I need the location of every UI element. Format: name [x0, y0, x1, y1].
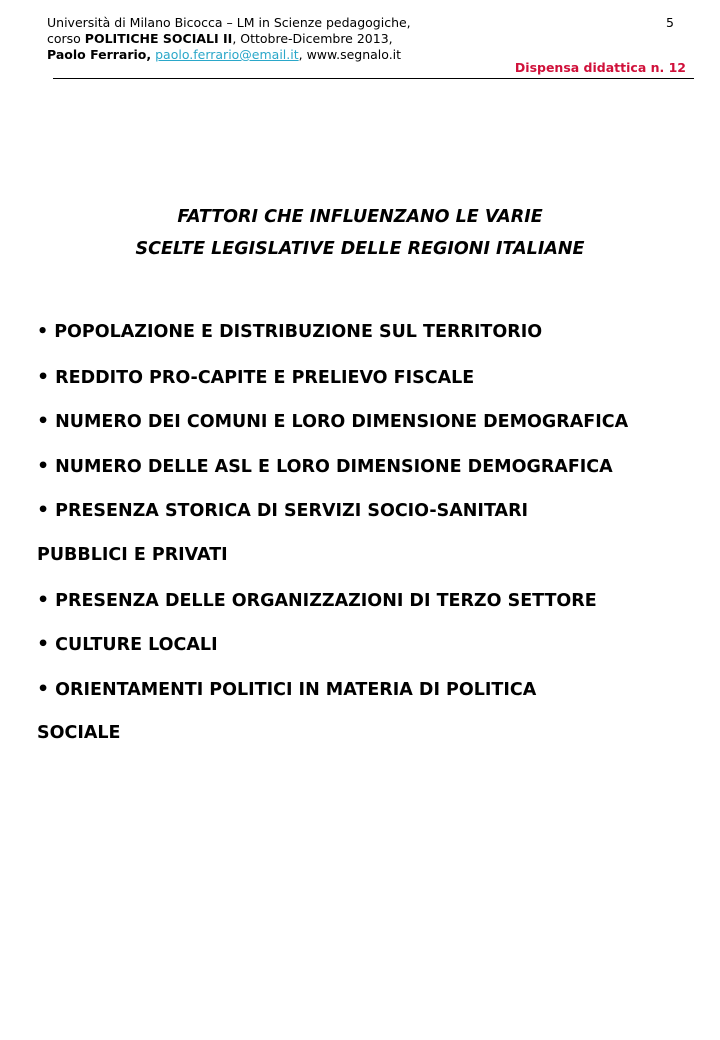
list-item [37, 409, 707, 454]
list-item-text: REDDITO PRO-CAPITE E PRELIEVO FISCALE [55, 367, 475, 388]
list-item-continuation [37, 721, 707, 766]
page-number: 5 [666, 15, 674, 30]
header-course-name: POLITICHE SOCIALI II [84, 31, 233, 46]
bullet-icon: • [37, 410, 50, 433]
header-website: , www.segnalo.it [298, 47, 402, 62]
header-course-suffix: , Ottobre-Dicembre 2013, [232, 31, 393, 46]
header-course-prefix: corso [47, 31, 85, 46]
bullet-icon: • [37, 588, 50, 611]
list-item [37, 498, 707, 543]
header-email-link[interactable]: paolo.ferrario@email.it [155, 47, 299, 62]
list-item-text: PRESENZA DELLE ORGANIZZAZIONI DI TERZO SETTORE [55, 590, 597, 611]
list-item [37, 588, 707, 633]
header-university-line: Università di Milano Bicocca – LM in Scienze pedagogiche, [47, 15, 411, 30]
header-author-line [47, 47, 447, 63]
list-item [37, 365, 707, 410]
list-item-text: ORIENTAMENTI POLITICI IN MATERIA DI POLITICA [55, 679, 537, 700]
list-item-text: SOCIALE [37, 723, 121, 744]
header-course-line [47, 31, 447, 47]
bullet-icon: • [37, 633, 50, 656]
bullet-icon: • [37, 499, 50, 522]
list-item [37, 454, 707, 499]
page-title [0, 201, 720, 265]
bullet-icon: • [37, 677, 50, 700]
title-line-2: SCELTE LEGISLATIVE DELLE REGIONI ITALIANE [135, 239, 585, 259]
list-item [37, 320, 707, 365]
title-line-1: FATTORI CHE INFLUENZANO LE VARIE [177, 207, 543, 227]
page-header [47, 15, 447, 63]
list-item-text: POPOLAZIONE E DISTRIBUZIONE SUL TERRITORIO [54, 322, 543, 342]
bullet-icon: • [37, 365, 50, 388]
bullet-icon: • [37, 322, 49, 342]
list-item-text: NUMERO DELLE ASL E LORO DIMENSIONE DEMOGRAFICA [55, 456, 613, 477]
list-item-text: NUMERO DEI COMUNI E LORO DIMENSIONE DEMOGRAFICA [55, 412, 629, 433]
list-item [37, 677, 707, 722]
bullet-icon: • [37, 454, 50, 477]
list-item [37, 632, 707, 677]
list-item-text: PRESENZA STORICA DI SERVIZI SOCIO-SANITARI [55, 501, 529, 522]
header-author: Paolo Ferrario, [47, 47, 152, 62]
dispensa-label: Dispensa didattica n. 12 [514, 60, 686, 75]
list-item-text: PUBBLICI E PRIVATI [37, 544, 228, 565]
list-item-text: CULTURE LOCALI [55, 635, 218, 656]
header-divider [53, 78, 694, 79]
list-item-continuation [37, 543, 707, 588]
factor-list [37, 320, 707, 766]
